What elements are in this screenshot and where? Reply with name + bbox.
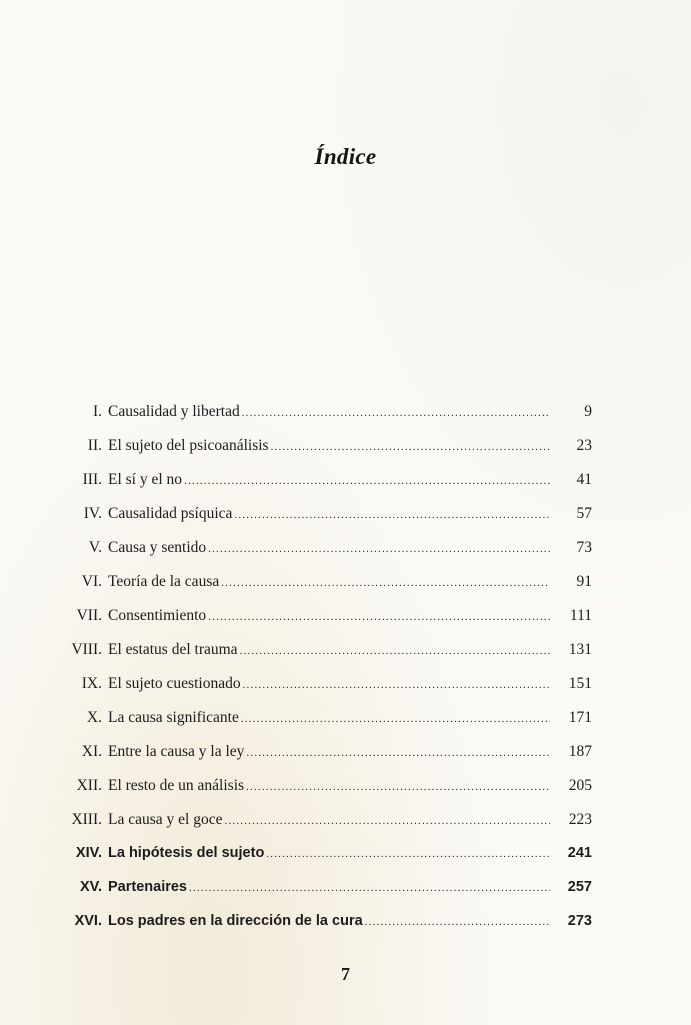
chapter-title: Consentimiento [108,607,207,624]
chapter-page-number: 257 [567,879,592,895]
chapter-page-number: 131 [568,641,592,658]
dot-leader [208,611,550,623]
toc-entry [60,573,592,607]
chapter-page-number: 223 [568,811,592,828]
dot-leader [246,781,550,793]
chapter-page-number: 171 [568,709,592,726]
chapter-number: V. [88,539,102,556]
toc-entry [60,845,592,879]
dot-leader [241,713,550,725]
dot-leader [240,645,550,657]
toc-entry [60,471,592,505]
chapter-title: El sujeto cuestionado [108,675,241,692]
dot-leader [234,509,550,521]
chapter-page-number: 187 [568,743,592,760]
dot-leader [266,848,550,860]
dot-leader [189,882,550,894]
chapter-page-number: 241 [567,845,592,861]
chapter-page-number: 151 [568,675,592,692]
toc-entry [60,709,592,743]
chapter-number: VIII. [71,641,102,658]
chapter-page-number: 57 [576,505,592,522]
chapter-title: Partenaires [108,879,187,895]
dot-leader [243,679,550,691]
chapter-number: IX. [81,675,102,692]
chapter-page-number: 9 [584,403,592,420]
chapter-title: Causalidad y libertad [108,403,240,420]
chapter-number: III. [82,471,102,488]
chapter-title: El sujeto del psicoanálisis [108,437,269,454]
chapter-title: El resto de un análisis [108,777,245,794]
chapter-page-number: 205 [568,777,592,794]
chapter-title: Teoría de la causa [108,573,220,590]
toc-entry [60,675,592,709]
toc-entry [60,505,592,539]
toc-entry [60,641,592,675]
dot-leader [246,747,550,759]
chapter-number: VII. [76,607,102,624]
chapter-number: XII. [76,777,102,794]
page-number: 7 [341,964,350,984]
chapter-title: El estatus del trauma [108,641,238,658]
dot-leader [221,577,550,589]
toc-entry [60,607,592,641]
chapter-title: Los padres en la dirección de la cura [108,913,363,929]
toc-entry [60,879,592,913]
chapter-number: XVI. [74,913,102,929]
chapter-number: II. [87,437,102,454]
page-title: Índice [314,144,377,169]
chapter-page-number: 111 [569,607,592,624]
dot-leader [365,916,550,928]
toc-entry [60,403,592,437]
toc-entry [60,913,592,947]
chapter-title: Causalidad psíquica [108,505,233,522]
chapter-title: La causa significante [108,709,239,726]
chapter-number: XIII. [71,811,102,828]
chapter-page-number: 273 [567,913,592,929]
chapter-page-number: 41 [576,471,592,488]
chapter-number: X. [86,709,102,726]
dot-leader [271,441,550,453]
chapter-title: La causa y el goce [108,811,223,828]
chapter-number: VI. [81,573,102,590]
toc-entry [60,777,592,811]
toc-entry [60,437,592,471]
toc-entry [60,811,592,845]
chapter-number: XIV. [75,845,102,861]
chapter-title: El sí y el no [108,471,183,488]
chapter-title: Entre la causa y la ley [108,743,245,760]
dot-leader [224,815,550,827]
toc-entry [60,539,592,573]
chapter-number: IV. [83,505,102,522]
chapter-page-number: 23 [576,437,592,454]
chapter-number: XV. [79,879,102,895]
chapter-number: XI. [81,743,102,760]
chapter-page-number: 73 [576,539,592,556]
chapter-number: I. [92,403,102,420]
table-of-contents [60,403,592,947]
dot-leader [242,407,550,419]
toc-entry [60,743,592,777]
dot-leader [184,475,550,487]
chapter-page-number: 91 [576,573,592,590]
chapter-title: La hipótesis del sujeto [108,845,265,861]
chapter-title: Causa y sentido [108,539,207,556]
dot-leader [208,543,550,555]
